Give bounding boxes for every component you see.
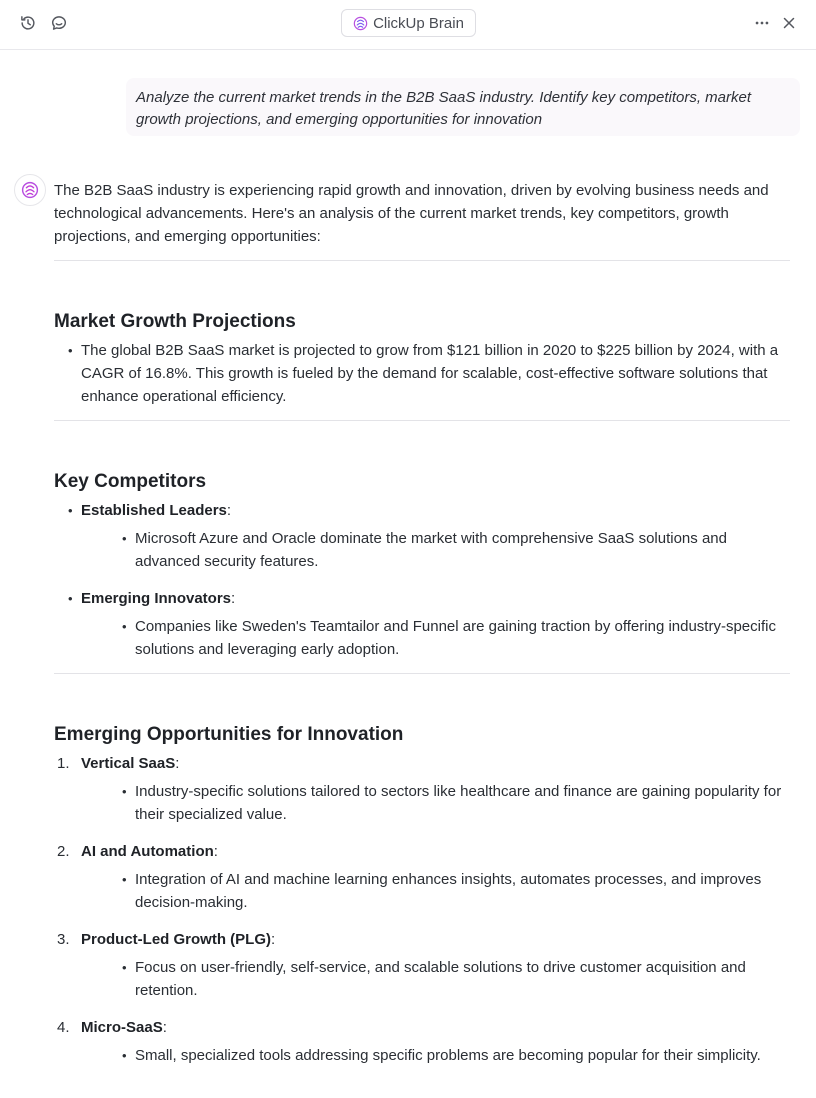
history-icon[interactable] (17, 12, 39, 34)
list-item (54, 928, 790, 1002)
item-sep: : (226, 502, 232, 519)
ai-avatar (14, 174, 46, 206)
growth-list (54, 339, 790, 408)
close-icon[interactable] (778, 12, 800, 34)
sub-list-item: • Industry-specific solutions tailored to sectors like healthcare and finance are gaining popularity for their specialized value. (81, 780, 790, 826)
list-item (54, 499, 790, 573)
user-prompt (126, 78, 800, 136)
brand-label: ClickUp Brain (373, 14, 464, 32)
opportunities-list (54, 752, 790, 1067)
ai-response (54, 179, 790, 1067)
section-opportunities (54, 674, 790, 1067)
sub-list-item: • Companies like Sweden's Teamtailor and Funnel are gaining traction by offering industry-specific solutions and leveraging early adoption. (81, 615, 790, 661)
list-item (54, 587, 790, 661)
prompt-text: Analyze the current market trends in the B2B SaaS industry. Identify key competitors, market growth projections, and emerging opportunities for innovation (136, 89, 751, 128)
list-item: • The global B2B SaaS market is projected to grow from $121 billion in 2020 to $225 billion by 2024, with a CAGR of 16.8%. This growth is fueled by the demand for scalable, cost-effective software solutions that enhance operational efficiency. (54, 339, 790, 408)
list-item (54, 752, 790, 826)
item-title: Vertical SaaS (81, 755, 176, 772)
item-number: 4. (57, 1019, 70, 1036)
competitors-list (54, 499, 790, 661)
item-number: 2. (57, 843, 70, 860)
list-item (54, 840, 790, 914)
section-key-competitors (54, 421, 790, 674)
item-title: Emerging Innovators (81, 590, 232, 607)
item-title: Established Leaders (81, 502, 227, 519)
more-horizontal-icon[interactable] (751, 12, 773, 34)
brain-logo-icon (353, 16, 368, 31)
brand-pill[interactable] (341, 9, 476, 37)
sub-list-item: • Small, specialized tools addressing specific problems are becoming popular for their simplicity. (81, 1044, 790, 1067)
brain-logo-icon (21, 181, 39, 199)
item-title: Product-Led Growth (PLG) (81, 931, 271, 948)
sub-list-item: • Integration of AI and machine learning enhances insights, automates processes, and improves decision-making. (81, 868, 790, 914)
item-title: AI and Automation (81, 843, 214, 860)
section-heading: Market Growth Projections (54, 311, 296, 332)
sub-list-item: • Microsoft Azure and Oracle dominate the market with comprehensive SaaS solutions and advanced security features. (81, 527, 790, 573)
section-heading: Emerging Opportunities for Innovation (54, 724, 404, 745)
item-number: 3. (57, 931, 70, 948)
item-title: Micro-SaaS (81, 1019, 163, 1036)
item-sep: : (162, 1019, 167, 1036)
chat-bubble-icon[interactable] (48, 12, 70, 34)
item-sep: : (175, 755, 180, 772)
top-bar (0, 0, 816, 50)
item-sep: : (213, 843, 218, 860)
sub-list-item: • Focus on user-friendly, self-service, and scalable solutions to drive customer acquisition and retention. (81, 956, 790, 1002)
item-sep: : (231, 590, 236, 607)
section-market-growth (54, 261, 790, 421)
item-sep: : (270, 931, 276, 948)
list-item (54, 1016, 790, 1067)
item-number: 1. (57, 755, 70, 772)
response-intro: The B2B SaaS industry is experiencing rapid growth and innovation, driven by evolving business needs and technological advancements. Here's an analysis of the current market trends, key competitors, growth projections, and emerging opportunities: (54, 179, 790, 261)
section-heading: Key Competitors (54, 471, 207, 492)
